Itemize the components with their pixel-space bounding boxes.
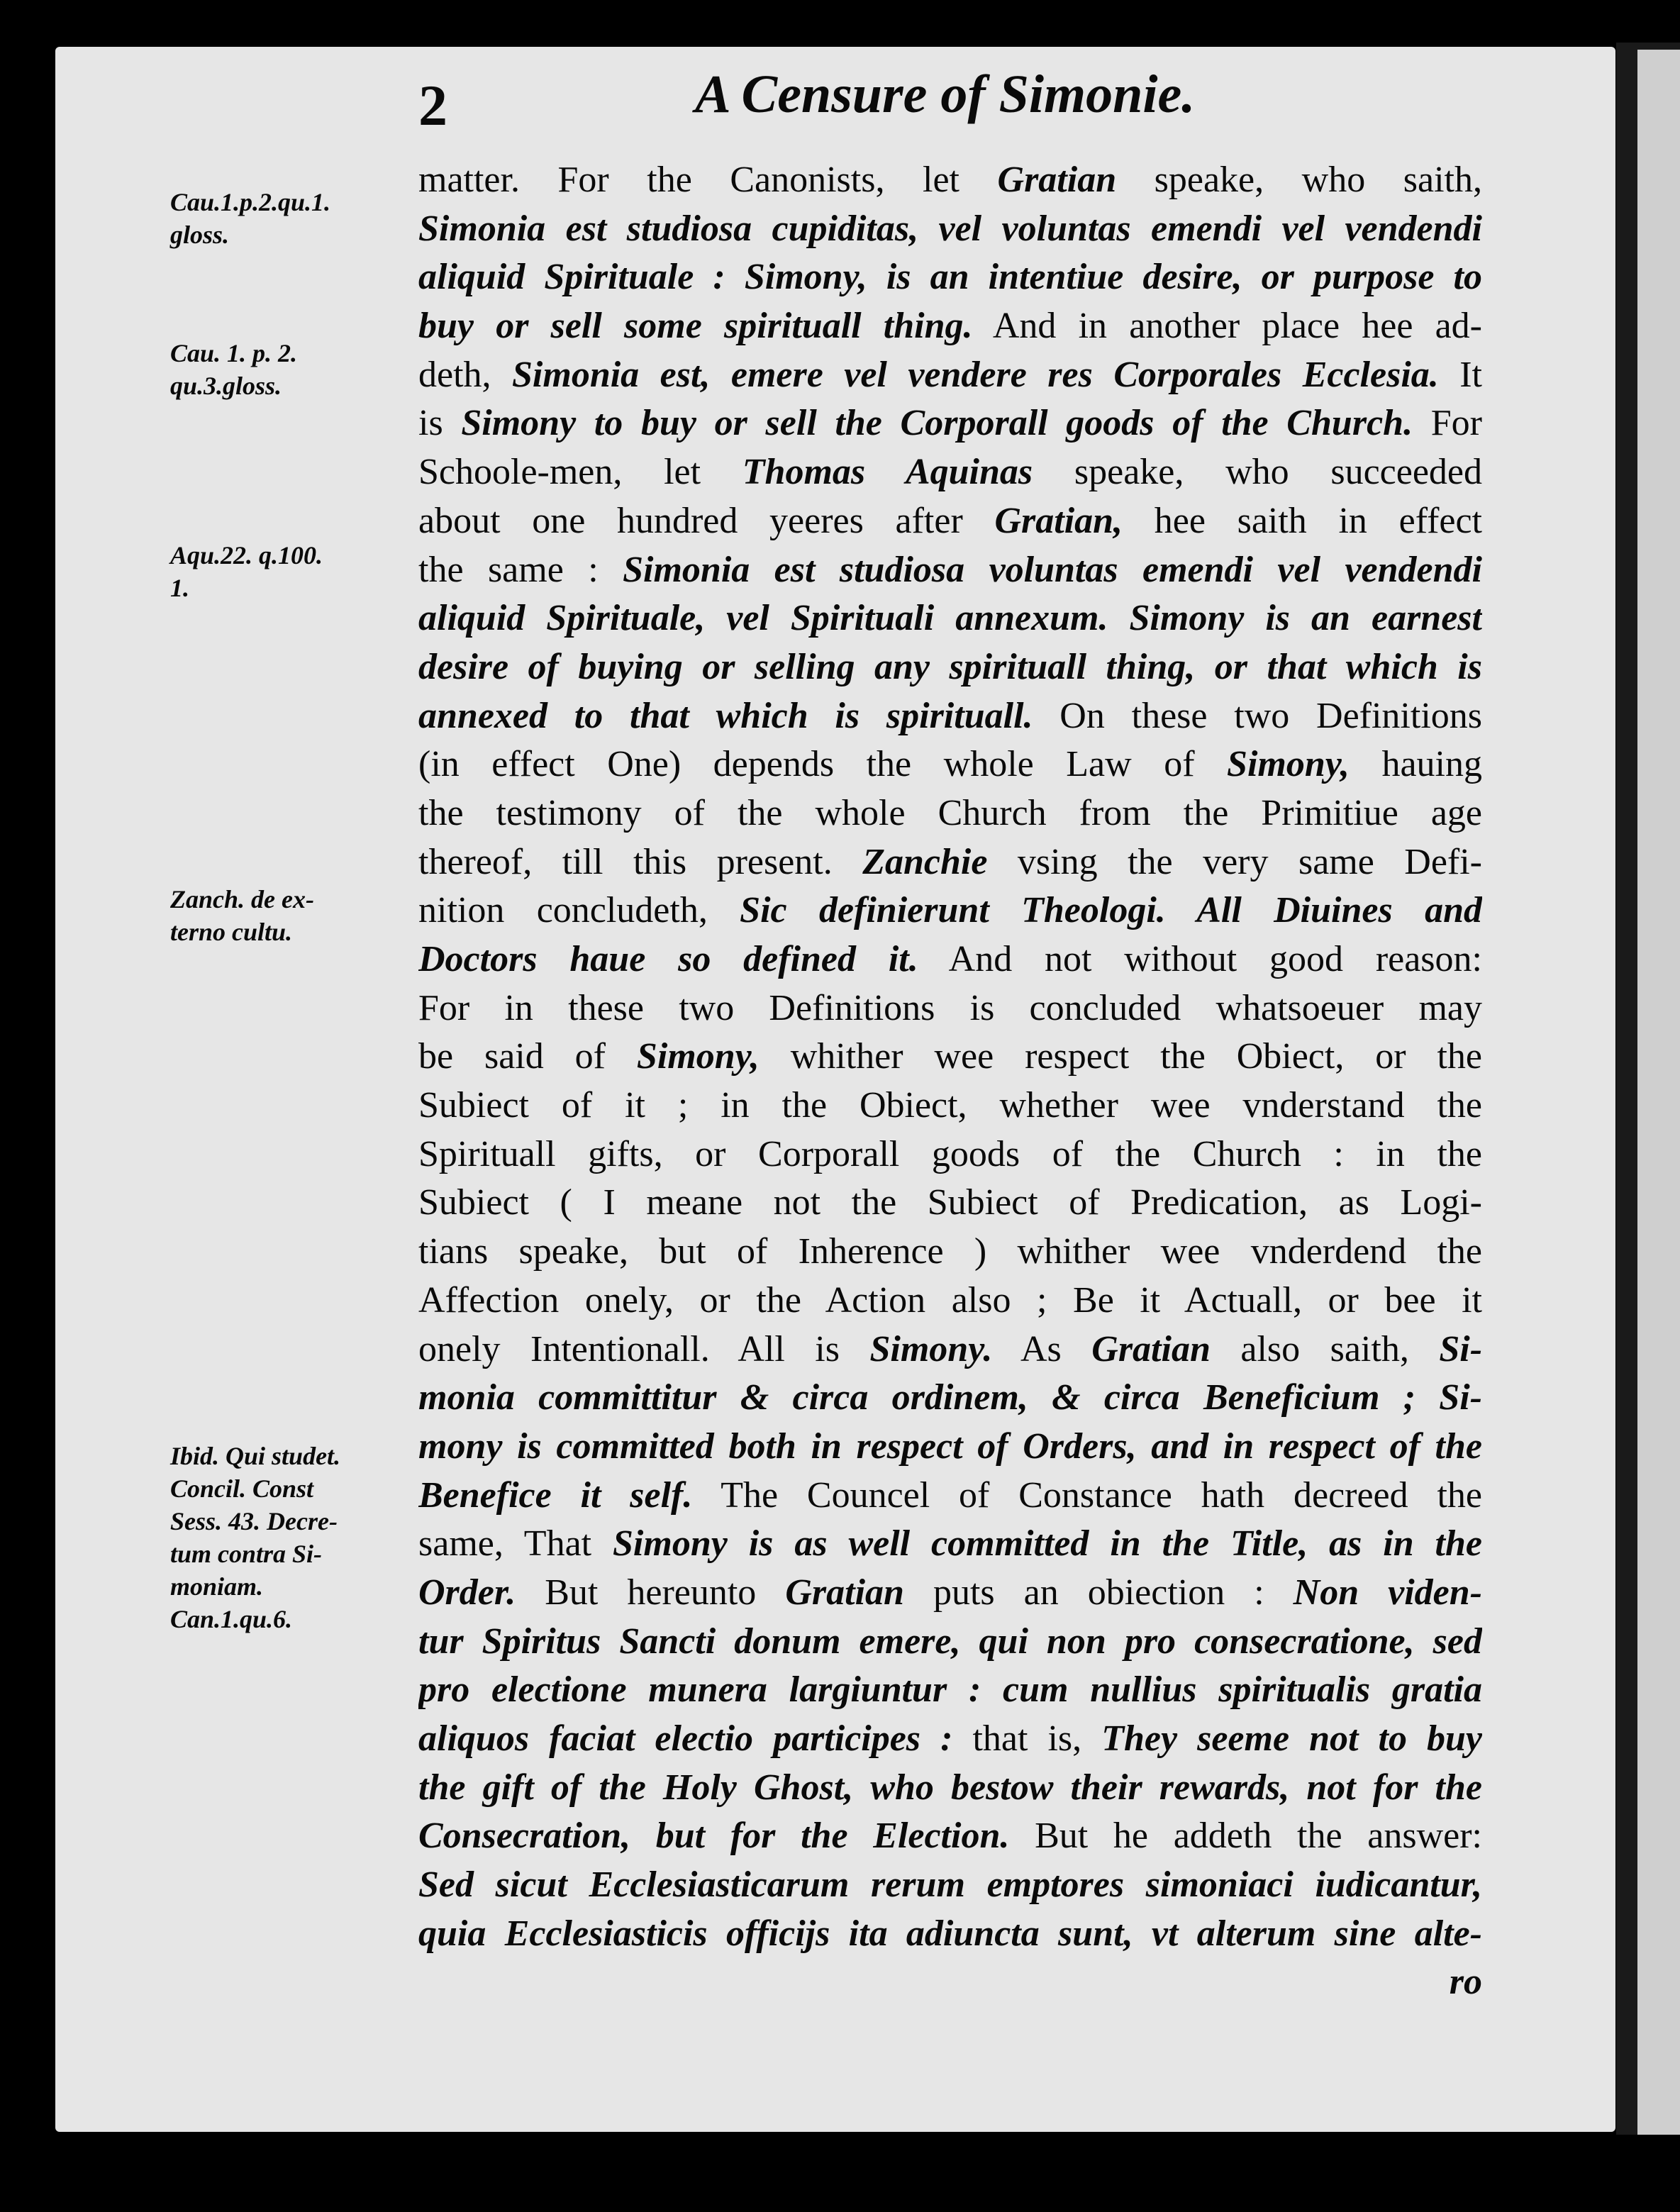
text-line (418, 1666, 1482, 1715)
roman-text: is (418, 403, 462, 444)
roman-text: For in these two Definitions is concluded whatsoeuer may (418, 987, 1482, 1028)
next-page-edge (1637, 50, 1680, 2135)
margin-note-line: tum contra Si- (170, 1540, 323, 1568)
italic-text: Sed sicut Ecclesiasticarum rerum emptores simoniaci iudicantur, (418, 1864, 1482, 1906)
italic-text: Doctors haue so defined it. (418, 939, 918, 979)
text-line (418, 935, 1482, 984)
text-line (418, 594, 1482, 643)
italic-text: Thomas Aquinas (742, 452, 1033, 493)
roman-text: But hereunto (516, 1572, 786, 1613)
text-line (418, 1569, 1482, 1618)
italic-text: Sic definierunt Theologi. All Diuines and (740, 890, 1482, 931)
margin-note-line: Cau. 1. p. 2. (170, 339, 298, 367)
text-line (418, 789, 1482, 838)
body-text (418, 156, 1482, 2007)
margin-note-line: Ibid. Qui studet. (170, 1442, 341, 1470)
text-line (418, 497, 1482, 546)
text-line (418, 448, 1482, 497)
text-line (418, 643, 1482, 692)
margin-note (170, 337, 297, 402)
text-line (418, 399, 1482, 448)
italic-text: Gratian (785, 1572, 904, 1613)
text-line (418, 692, 1482, 741)
italic-text: Zanchie (862, 841, 988, 882)
roman-text: thereof, till this present. (418, 841, 863, 882)
roman-text: For (1413, 403, 1482, 444)
italic-text: Simonia est studiosa cupiditas, vel voluntas emendi vel vendendi (418, 208, 1482, 249)
italic-text: Gratian, (994, 500, 1123, 541)
running-title: A Censure of Simonie. (695, 65, 1196, 124)
roman-text: matter. For the Canonists, let (418, 160, 998, 200)
text-line (418, 156, 1482, 205)
italic-text: pro electione munera largiuntur : cum nullius spiritualis gratia (418, 1669, 1482, 1711)
text-line (418, 1082, 1482, 1130)
roman-text: also saith, (1210, 1328, 1440, 1369)
text-line (418, 1325, 1482, 1374)
roman-text: onely Intentionall. All is (418, 1328, 870, 1369)
text-line (418, 1764, 1482, 1813)
text-line (418, 351, 1482, 400)
italic-text: buy or sell some spirituall thing. (418, 306, 973, 347)
text-line (418, 1520, 1482, 1569)
italic-text: mony is committed both in respect of Orders, and in respect of the (418, 1425, 1482, 1467)
margin-note (170, 1440, 340, 1635)
text-line (418, 887, 1482, 935)
roman-text: And in another place hee ad- (972, 306, 1482, 347)
italic-text: They seeme not to buy (1101, 1718, 1482, 1759)
roman-text: It (1438, 354, 1482, 395)
text-line (418, 1179, 1482, 1228)
roman-text: be said of (418, 1036, 637, 1077)
italic-text: Simony, (636, 1036, 760, 1077)
roman-text: puts an obiection : (903, 1572, 1294, 1613)
text-line (418, 546, 1482, 595)
roman-text: But he addeth the answer: (1009, 1816, 1482, 1857)
italic-text: aliquid Spirituale, vel Spirituali annexum. Simony is an earnest (418, 598, 1482, 639)
roman-text: Subiect of it ; in the Obiect, whether wee vnderstand the (418, 1085, 1482, 1126)
italic-text: aliquos faciat electio participes : (418, 1718, 953, 1759)
italic-text: Si- (1439, 1328, 1482, 1369)
italic-text: Simony to buy or sell the Corporall goods of the Church. (461, 403, 1413, 444)
catchword: ro (1449, 1962, 1482, 2003)
roman-text: Subiect ( I meane not the Subiect of Predication, as Logi- (418, 1182, 1482, 1223)
margin-note-line: Sess. 43. Decre- (170, 1507, 338, 1535)
italic-text: tur Spiritus Sancti donum emere, qui non pro consecratione, sed (418, 1621, 1482, 1662)
italic-text: Simony. (869, 1328, 993, 1369)
margin-note-line: gloss. (170, 221, 230, 249)
roman-text: the same : (418, 549, 623, 590)
margin-note-line: Cau.1.p.2.qu.1. (170, 188, 331, 216)
italic-text: Simony, (1227, 744, 1350, 785)
roman-text: As (992, 1328, 1092, 1369)
margin-note-line: terno cultu. (170, 918, 293, 946)
italic-text: Non viden- (1293, 1572, 1482, 1613)
roman-text: speake, who saith, (1116, 160, 1482, 200)
text-line (418, 1374, 1482, 1423)
roman-text: deth, (418, 354, 512, 395)
italic-text: Gratian (997, 160, 1117, 200)
italic-text: Gratian (1091, 1328, 1211, 1369)
italic-text: monia committitur & circa ordinem, & circa Beneficium ; Si- (418, 1377, 1482, 1418)
italic-text: quia Ecclesiasticis officijs ita adiuncta sunt, vt alterum sine alte- (418, 1913, 1482, 1954)
roman-text: And not without good reason: (918, 939, 1482, 979)
text-line (418, 1033, 1482, 1082)
page-number: 2 (418, 73, 447, 138)
text-line (418, 838, 1482, 887)
text-line (418, 302, 1482, 351)
margin-note (170, 883, 314, 948)
italic-text: Order. (418, 1572, 516, 1613)
roman-text: the testimony of the whole Church from the Primitiue age (418, 792, 1482, 833)
text-line (418, 1812, 1482, 1861)
roman-text: On these two Definitions (1033, 695, 1482, 736)
roman-text: (in effect One) depends the whole Law of (418, 744, 1228, 785)
text-line (418, 984, 1482, 1033)
italic-text: desire of buying or selling any spirituall thing, or that which is (418, 646, 1482, 687)
text-line (418, 1423, 1482, 1472)
margin-note-line: Concil. Const (170, 1474, 314, 1503)
italic-text: aliquid Spirituale : Simony, is an intentiue desire, or purpose to (418, 257, 1482, 298)
roman-text: whither wee respect the Obiect, or the (759, 1036, 1482, 1077)
italic-text: the gift of the Holy Ghost, who bestow their rewards, not for the (418, 1767, 1482, 1808)
margin-note-line: Zanch. de ex- (170, 885, 314, 913)
roman-text: hee saith in effect (1123, 500, 1482, 541)
text-line (418, 1715, 1482, 1764)
italic-text: Consecration, but for the Election. (418, 1816, 1010, 1857)
roman-text: nition concludeth, (418, 890, 740, 931)
text-line (418, 1472, 1482, 1521)
italic-text: Simony is as well committed in the Title, as in the (613, 1523, 1482, 1564)
text-line (418, 740, 1482, 789)
roman-text: tians speake, but of Inherence ) whither wee vnderdend the (418, 1231, 1482, 1272)
roman-text: Spirituall gifts, or Corporall goods of the Church : in the (418, 1133, 1482, 1174)
margin-note-line: Aqu.22. q.100. (170, 541, 323, 569)
roman-text: Schoole-men, let (418, 452, 742, 493)
roman-text: Affection onely, or the Action also ; Be it Actuall, or bee it (418, 1279, 1482, 1321)
margin-note-line: Can.1.qu.6. (170, 1605, 293, 1633)
margin-note-line: 1. (170, 574, 189, 602)
margin-note-line: moniam. (170, 1572, 264, 1601)
roman-text: about one hundred yeeres after (418, 500, 995, 541)
margin-note (170, 186, 330, 251)
text-line (418, 1910, 1482, 1959)
text-line (418, 1861, 1482, 1910)
italic-text: Simonia est, emere vel vendere res Corporales Ecclesia. (512, 354, 1439, 395)
text-line (418, 205, 1482, 254)
roman-text: The Councel of Constance hath decreed the (692, 1474, 1482, 1516)
roman-text: hauing (1349, 744, 1482, 785)
text-line (418, 1277, 1482, 1325)
roman-text: same, That (418, 1523, 613, 1564)
page-header (418, 64, 1482, 142)
italic-text: Benefice it self. (418, 1474, 693, 1516)
text-line (418, 253, 1482, 302)
margin-note (170, 539, 323, 604)
text-line (418, 1618, 1482, 1667)
text-line (418, 1130, 1482, 1179)
roman-text: speake, who succeeded (1033, 452, 1482, 493)
italic-text: Simonia est studiosa voluntas emendi vel vendendi (623, 549, 1482, 590)
roman-text: vsing the very same Defi- (987, 841, 1482, 882)
roman-text: that is, (952, 1718, 1102, 1759)
margin-note-line: qu.3.gloss. (170, 372, 282, 400)
italic-text: annexed to that which is spirituall. (418, 695, 1033, 736)
text-line (418, 1228, 1482, 1277)
